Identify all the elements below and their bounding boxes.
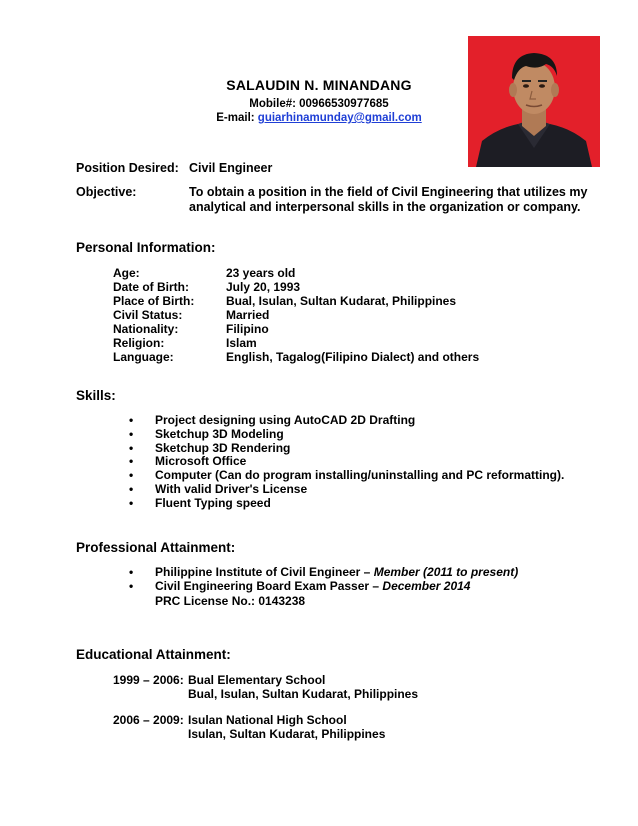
- personal-info-heading: Personal Information:: [76, 240, 216, 255]
- email-link[interactable]: guiarhinamunday@gmail.com: [257, 112, 422, 124]
- personal-info-table: [113, 266, 479, 364]
- professional-text: Civil Engineering Board Exam Passer –: [155, 578, 383, 593]
- professional-text: Philippine Institute of Civil Engineer –: [155, 565, 374, 579]
- personal-info-value: English, Tagalog(Filipino Dialect) and others: [226, 350, 480, 364]
- professional-detail: December 2014: [382, 578, 471, 593]
- professional-heading: Professional Attainment:: [76, 540, 236, 555]
- professional-list: [129, 566, 518, 594]
- skill-item: • Sketchup 3D Modeling: [129, 428, 564, 442]
- mobile-number: 00966530977685: [299, 98, 389, 110]
- personal-info-value: Filipino: [226, 322, 269, 336]
- skills-heading: Skills:: [76, 388, 116, 403]
- personal-info-label: Nationality:: [113, 322, 179, 336]
- prc-license: PRC License No.: 0143238: [155, 594, 306, 608]
- skill-item: • Fluent Typing speed: [129, 497, 564, 511]
- personal-info-label: Civil Status:: [113, 308, 183, 322]
- email-label: E-mail:: [216, 112, 255, 124]
- resume-name: SALAUDIN N. MINANDANG: [226, 77, 412, 93]
- person-portrait-icon: [468, 36, 600, 167]
- education-heading: Educational Attainment:: [76, 647, 231, 662]
- objective-label: Objective:: [76, 185, 137, 199]
- personal-info-value: 23 years old: [226, 266, 296, 280]
- education-entry: [113, 673, 418, 701]
- skill-item: • Computer (Can do program installing/uninstalling and PC reformatting).: [129, 469, 564, 483]
- skills-list: [129, 414, 564, 511]
- personal-info-value: Married: [226, 308, 270, 322]
- education-entry: [113, 713, 385, 741]
- position-label: Position Desired:: [76, 161, 179, 175]
- objective-text: [189, 185, 587, 215]
- personal-info-value: Bual, Isulan, Sultan Kudarat, Philippines: [226, 294, 457, 308]
- skill-item: • Sketchup 3D Rendering: [129, 442, 564, 456]
- personal-info-value: July 20, 1993: [226, 280, 301, 294]
- skill-item: • With valid Driver's License: [129, 483, 564, 497]
- professional-item: [129, 566, 518, 580]
- objective-line: analytical and interpersonal skills in the organization or company.: [189, 200, 581, 214]
- personal-info-label: Date of Birth:: [113, 280, 189, 294]
- objective-line: To obtain a position in the field of Civil Engineering that utilizes my: [189, 185, 588, 199]
- profile-photo: [468, 36, 600, 167]
- skill-item: • Project designing using AutoCAD 2D Drafting: [129, 414, 564, 428]
- personal-info-label: Age:: [113, 266, 140, 280]
- education-school: Bual Elementary School: [188, 673, 326, 687]
- professional-detail: Member (2011 to present): [373, 565, 519, 579]
- personal-info-label: Religion:: [113, 336, 165, 350]
- professional-item: [129, 580, 518, 594]
- position-value: Civil Engineer: [189, 161, 273, 175]
- skill-item: • Microsoft Office: [129, 455, 564, 469]
- education-place: Isulan, Sultan Kudarat, Philippines: [188, 727, 386, 741]
- mobile-label: Mobile#:: [249, 98, 296, 110]
- education-years: 1999 – 2006:: [113, 673, 184, 687]
- education-place: Bual, Isulan, Sultan Kudarat, Philippines: [188, 687, 419, 701]
- personal-info-label: Place of Birth:: [113, 294, 195, 308]
- education-years: 2006 – 2009:: [113, 713, 184, 727]
- personal-info-value: Islam: [226, 336, 257, 350]
- education-school: Isulan National High School: [188, 713, 347, 727]
- personal-info-label: Language:: [113, 350, 174, 364]
